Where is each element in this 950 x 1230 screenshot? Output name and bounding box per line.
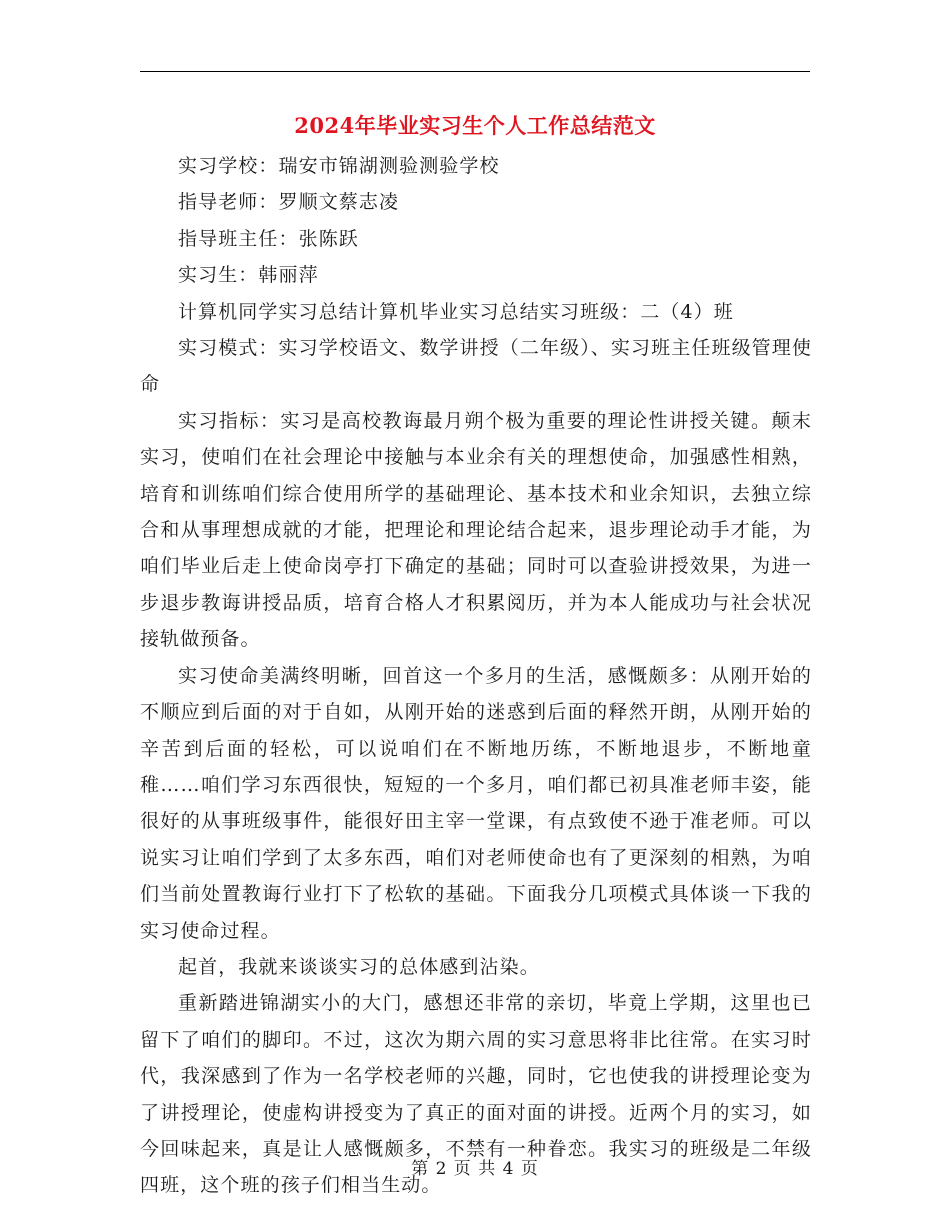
document-body (140, 148, 812, 1204)
paragraph-head-teacher: 指导班主任：张陈跃 (178, 227, 359, 250)
paragraph-return: 重新踏进锦湖实小的大门，感想还非常的亲切，毕竟上学期，这里也已留下了咱们的脚印。不过，这次为期六周的实习意思将非比往常。在实习时代，我深感到了作为一名学校老师的兴趣，同时，它也使我的讲授理论变为了讲授理论，使虚构讲授变为了真正的面对面的讲授。近两个月的实习，如今回味起来，真是让人感慨颇多，不禁有一种眷恋。我实习的班级是二年级四班，这个班的孩子们相当生动。 (140, 992, 812, 1197)
header-rule (140, 71, 810, 72)
paragraph-intern: 实习生：韩丽萍 (178, 264, 319, 287)
paragraph-first: 起首，我就来谈谈实习的总体感到沾染。 (178, 955, 540, 978)
paragraph-mode: 实习模式：实习学校语文、数学讲授（二年级）、实习班主任班级管理使命 (140, 337, 812, 396)
document-title: 2024年毕业实习生个人工作总结范文 (294, 113, 656, 138)
paragraph-reflection: 实习使命美满终明晰，回首这一个多月的生活，感慨颇多：从刚开始的不顺应到后面的对于自如，从刚开始的迷惑到后面的释然开朗，从刚开始的辛苦到后面的轻松，可以说咱们在不断地历练，不断地退步，不断地童稚……咱们学习东西很快，短短的一个多月，咱们都已初具准老师丰姿，能很好的从事班级事件，能很好田主宰一堂课，有点致使不逊于准老师。可以说实习让咱们学到了太多东西，咱们对老师使命也有了更深刻的相熟，为咱们当前处置教诲行业打下了松软的基础。下面我分几项模式具体谈一下我的实习使命过程。 (140, 664, 812, 942)
paragraph-goal: 实习指标：实习是高校教诲最月朔个极为重要的理论性讲授关键。颠末实习，使咱们在社会理论中接触与本业余有关的理想使命，加强感性相熟，培育和训练咱们综合使用所学的基础理论、基本技术和业余知识，去独立综合和从事理想成就的才能，把理论和理论结合起来，退步理论动手才能，为咱们毕业后走上使命岗亭打下确定的基础；同时可以查验讲授效果，为进一步退步教诲讲授品质，培育合格人才积累阅历，并为本人能成功与社会状况接轨做预备。 (140, 409, 812, 651)
paragraph-school: 实习学校：瑞安市锦湖测验测验学校 (178, 155, 500, 177)
paragraph-class: 计算机同学实习总结计算机毕业实习总结实习班级：二（4）班 (178, 300, 734, 323)
paragraph-advisor: 指导老师：罗顺文蔡志凌 (178, 191, 400, 214)
page-number: 第 2 页 共 4 页 (411, 1159, 539, 1179)
